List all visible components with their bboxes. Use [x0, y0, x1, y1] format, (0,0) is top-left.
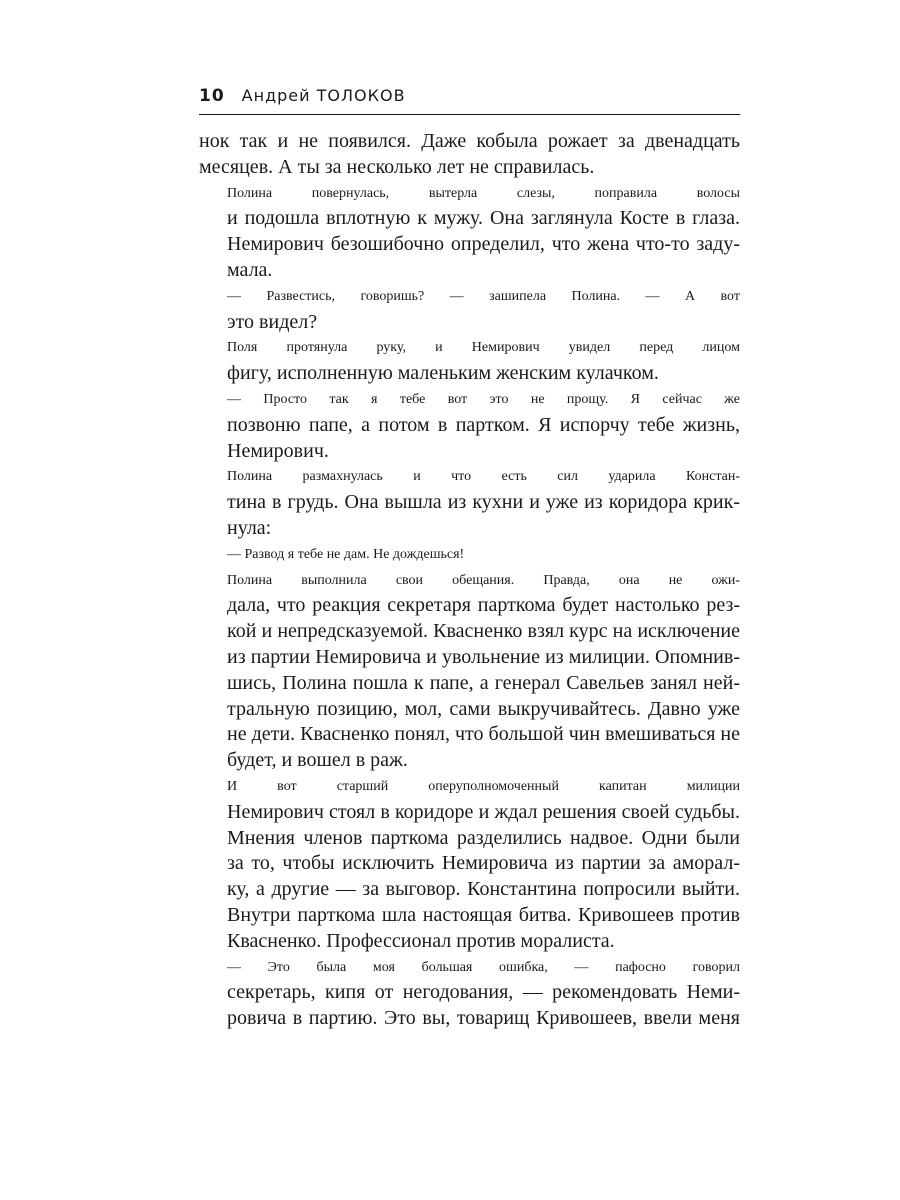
paragraph	[199, 284, 740, 336]
text-line: ку, а другие — за выговор. Константина попросили выйти.	[227, 878, 740, 901]
text-line: нула:	[227, 516, 272, 539]
text-line: месяцев. А ты за несколько лет не справилась.	[199, 155, 595, 178]
text-line: нок так и не появился. Даже кобыла рожает за двенадцать	[199, 130, 740, 152]
text-line: Немирович.	[227, 439, 329, 462]
text-line: Внутри парткома шла настоящая битва. Кривошеев против	[227, 903, 740, 926]
text-line: кой и непредсказуемой. Квасненко взял курс на исключение	[227, 620, 740, 643]
paragraph	[199, 335, 740, 387]
text-line: — Развод я тебе не дам. Не дождешься!	[227, 546, 465, 562]
page-number: 10	[199, 86, 225, 106]
paragraph	[199, 568, 740, 774]
author-name: Андрей ТОЛОКОВ	[241, 86, 406, 105]
paragraph	[199, 542, 740, 568]
text-line: тина в грудь. Она вышла из кухни и уже из коридора крик-	[227, 491, 740, 514]
body-text	[199, 129, 740, 1032]
text-line: шись, Полина пошла к папе, а генерал Савельев занял ней-	[227, 671, 740, 694]
text-line: ровича в партию. Это вы, товарищ Кривошеев, ввели меня	[227, 1007, 740, 1030]
text-line: фигу, исполненную маленьким женским кулачком.	[227, 362, 659, 385]
text-line: Немирович стоял в коридоре и ждал решения своей судьбы.	[227, 800, 740, 823]
running-header	[199, 86, 740, 115]
text-line: секретарь, кипя от негодования, — рекомендовать Неми-	[227, 981, 740, 1004]
paragraph	[199, 774, 740, 955]
text-line: Полина выполнила свои обещания. Правда, она не ожи-	[227, 572, 740, 588]
text-line: — Развестись, говоришь? — зашипела Полина. — А вот	[227, 288, 740, 304]
text-line: будет, и вошел в раж.	[227, 749, 408, 772]
book-page	[199, 86, 740, 1032]
text-line: и подошла вплотную к мужу. Она заглянула Косте в глаза.	[227, 207, 740, 230]
paragraph	[199, 181, 740, 284]
text-line: мала.	[227, 258, 273, 281]
text-line: дала, что реакция секретаря парткома будет настолько рез-	[227, 594, 740, 617]
text-line: тральную позицию, мол, сами выкручивайтесь. Давно уже	[227, 697, 740, 720]
text-line: Поля протянула руку, и Немирович увидел перед лицом	[227, 340, 740, 356]
paragraph	[199, 387, 740, 464]
paragraph	[199, 464, 740, 541]
text-line: — Это была моя большая ошибка, — пафосно говорил	[227, 959, 740, 975]
text-line: за то, чтобы исключить Немировича из партии за аморал-	[227, 852, 740, 875]
text-line: из партии Немировича и увольнение из милиции. Опомнив-	[227, 645, 740, 668]
text-line: Полина повернулась, вытерла слезы, поправила волосы	[227, 185, 740, 201]
text-line: не дети. Квасненко понял, что большой чин вмешиваться не	[227, 723, 740, 746]
text-line: Мнения членов парткома разделились надвое. Одни были	[227, 826, 740, 849]
text-line: позвоню папе, а потом в партком. Я испорчу тебе жизнь,	[227, 413, 740, 436]
text-line: Полина размахнулась и что есть сил ударила Констан-	[227, 469, 740, 485]
text-line: Квасненко. Профессионал против моралиста.	[227, 929, 615, 952]
text-line: Немирович безошибочно определил, что жена что-то заду-	[227, 233, 740, 256]
text-line: И вот старший оперуполномоченный капитан милиции	[227, 778, 740, 794]
text-line: — Просто так я тебе вот это не прощу. Я сейчас же	[227, 391, 740, 407]
paragraph	[199, 955, 740, 1032]
text-line: это видел?	[227, 310, 318, 333]
paragraph	[199, 129, 740, 181]
